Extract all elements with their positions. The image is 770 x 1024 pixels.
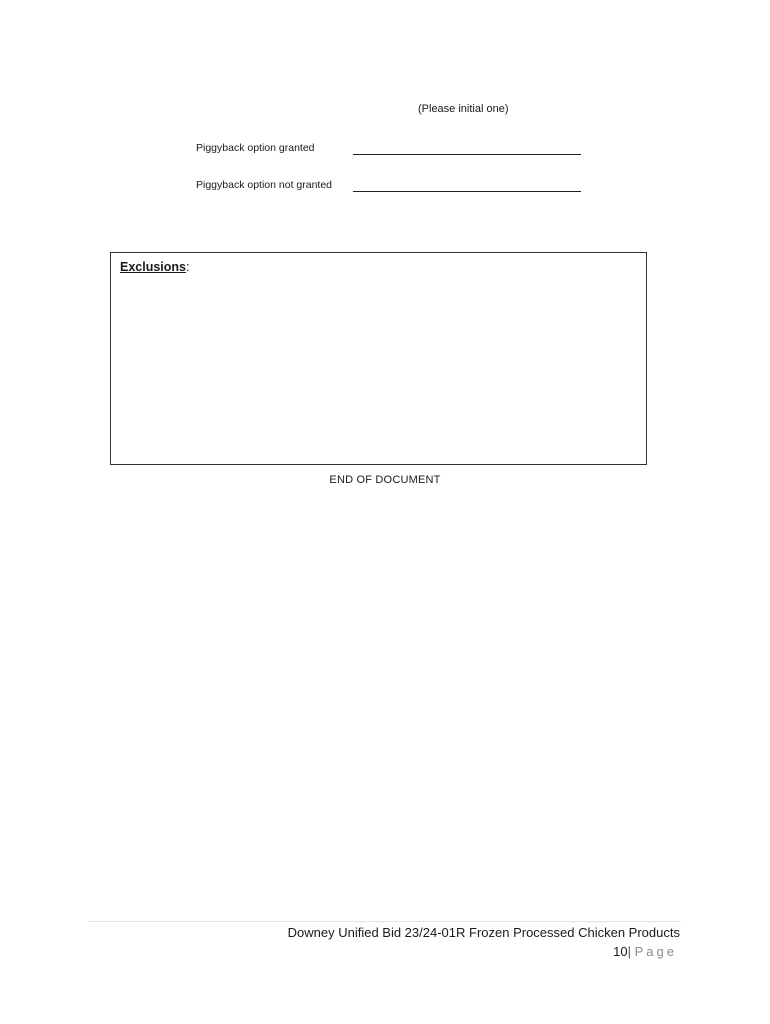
exclusions-heading: [120, 260, 189, 274]
end-of-document: END OF DOCUMENT: [329, 474, 441, 486]
footer-title: Downey Unified Bid 23/24-01R Frozen Processed Chicken Products: [287, 925, 680, 940]
exclusions-colon: :: [186, 260, 190, 274]
option-not-granted-label: Piggyback option not granted: [196, 179, 333, 191]
exclusions-box[interactable]: [110, 252, 647, 465]
initial-instruction: (Please initial one): [418, 103, 509, 115]
page-word: Page: [634, 944, 677, 959]
option-granted-label: Piggyback option granted: [196, 142, 315, 154]
option-not-granted-initial-line[interactable]: [353, 191, 581, 192]
page-separator: |: [627, 944, 631, 959]
exclusions-label: Exclusions: [120, 260, 186, 274]
option-granted-initial-line[interactable]: [353, 154, 581, 155]
footer-page-number: [613, 944, 677, 959]
page-number: 10: [613, 944, 628, 959]
footer-divider: [88, 921, 681, 922]
